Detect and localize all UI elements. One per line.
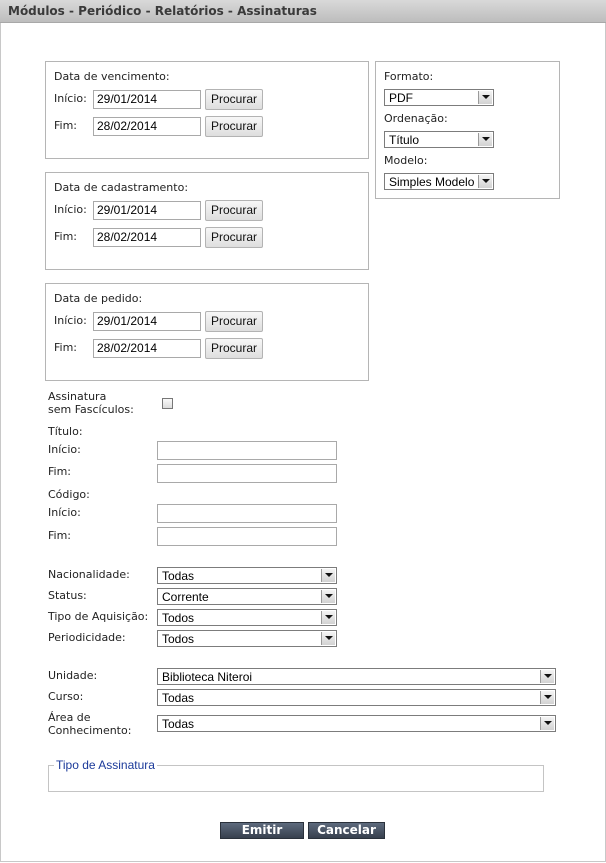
titulo-inicio-label: Início: (48, 443, 81, 456)
cadastramento-inicio-field[interactable]: 29/01/2014 (93, 201, 201, 220)
vencimento-fim-field[interactable]: 28/02/2014 (93, 117, 201, 136)
cadastramento-fim-label: Fim: (54, 230, 78, 243)
chevron-down-icon (478, 91, 492, 104)
pedido-fim-procurar-button[interactable]: Procurar (205, 338, 263, 359)
tipo-aquisicao-selected-value: Todos (162, 611, 195, 625)
area-label-line1: Área de (48, 711, 91, 724)
pedido-inicio-label: Início: (54, 314, 87, 327)
pedido-legend: Data de pedido: (54, 292, 143, 305)
chevron-down-icon (321, 611, 335, 624)
chevron-down-icon (321, 632, 335, 645)
periodicidade-label: Periodicidade: (48, 631, 126, 644)
codigo-inicio-field[interactable] (157, 504, 337, 523)
modelo-selected-value: Simples Modelo (389, 175, 475, 189)
modelo-select[interactable] (384, 173, 494, 190)
page-title: Módulos - Periódico - Relatórios - Assinaturas (8, 4, 317, 18)
area-label-line2: Conhecimento: (48, 724, 132, 737)
unidade-label: Unidade: (48, 669, 98, 682)
vencimento-fim-procurar-button[interactable]: Procurar (205, 116, 263, 137)
status-selected-value: Corrente (162, 590, 209, 604)
assinatura-label-line2: sem Fascículos: (48, 403, 134, 416)
modelo-label: Modelo: (384, 154, 428, 167)
chevron-down-icon (540, 691, 554, 704)
area-conhecimento-selected-value: Todas (162, 717, 195, 731)
pedido-fim-label: Fim: (54, 341, 78, 354)
cadastramento-fim-field[interactable]: 28/02/2014 (93, 228, 201, 247)
titulo-label: Título: (48, 425, 83, 438)
vencimento-inicio-field[interactable]: 29/01/2014 (93, 90, 201, 109)
pedido-fim-field[interactable]: 28/02/2014 (93, 339, 201, 358)
nacionalidade-select[interactable] (157, 567, 337, 584)
unidade-select[interactable] (157, 668, 556, 685)
codigo-inicio-label: Início: (48, 506, 81, 519)
periodicidade-selected-value: Todos (162, 632, 195, 646)
codigo-fim-label: Fim: (48, 529, 72, 542)
assinatura-label-line1: Assinatura (48, 390, 107, 403)
chevron-down-icon (540, 717, 554, 730)
vencimento-fim-label: Fim: (54, 119, 78, 132)
curso-select[interactable] (157, 689, 556, 706)
ordenacao-label: Ordenação: (384, 112, 448, 125)
status-label: Status: (48, 589, 87, 602)
pedido-inicio-procurar-button[interactable]: Procurar (205, 311, 263, 332)
vencimento-inicio-procurar-button[interactable]: Procurar (205, 89, 263, 110)
chevron-down-icon (321, 569, 335, 582)
cadastramento-legend: Data de cadastramento: (54, 181, 189, 194)
status-select[interactable] (157, 588, 337, 605)
formato-selected-value: PDF (389, 91, 413, 105)
codigo-label: Código: (48, 488, 90, 501)
formato-select[interactable] (384, 89, 494, 106)
titulo-fim-field[interactable] (157, 464, 337, 483)
nacionalidade-selected-value: Todas (162, 569, 195, 583)
unidade-selected-value: Biblioteca Niteroi (162, 670, 253, 684)
cadastramento-inicio-label: Início: (54, 203, 87, 216)
vencimento-legend: Data de vencimento: (54, 70, 170, 83)
chevron-down-icon (540, 670, 554, 683)
cancelar-button[interactable]: Cancelar (308, 822, 385, 839)
ordenacao-selected-value: Título (389, 133, 420, 147)
codigo-fim-field[interactable] (157, 527, 337, 546)
vencimento-inicio-label: Início: (54, 92, 87, 105)
cadastramento-inicio-procurar-button[interactable]: Procurar (205, 200, 263, 221)
nacionalidade-label: Nacionalidade: (48, 568, 130, 581)
chevron-down-icon (321, 590, 335, 603)
curso-selected-value: Todas (162, 691, 195, 705)
pedido-inicio-field[interactable]: 29/01/2014 (93, 312, 201, 331)
area-conhecimento-select[interactable] (157, 715, 556, 732)
chevron-down-icon (478, 175, 492, 188)
titulo-inicio-field[interactable] (157, 441, 337, 460)
tipo-assinatura-legend: Tipo de Assinatura (56, 758, 155, 772)
curso-label: Curso: (48, 690, 84, 703)
cadastramento-fim-procurar-button[interactable]: Procurar (205, 227, 263, 248)
tipo-aquisicao-select[interactable] (157, 609, 337, 626)
emitir-button[interactable]: Emitir (220, 822, 304, 839)
tipo-aquisicao-label: Tipo de Aquisição: (48, 610, 149, 623)
chevron-down-icon (478, 133, 492, 146)
periodicidade-select[interactable] (157, 630, 337, 647)
assinatura-sem-fasciculos-checkbox[interactable] (162, 398, 173, 409)
formato-label: Formato: (384, 70, 434, 83)
ordenacao-select[interactable] (384, 131, 494, 148)
titulo-fim-label: Fim: (48, 465, 72, 478)
page-header (0, 0, 606, 23)
